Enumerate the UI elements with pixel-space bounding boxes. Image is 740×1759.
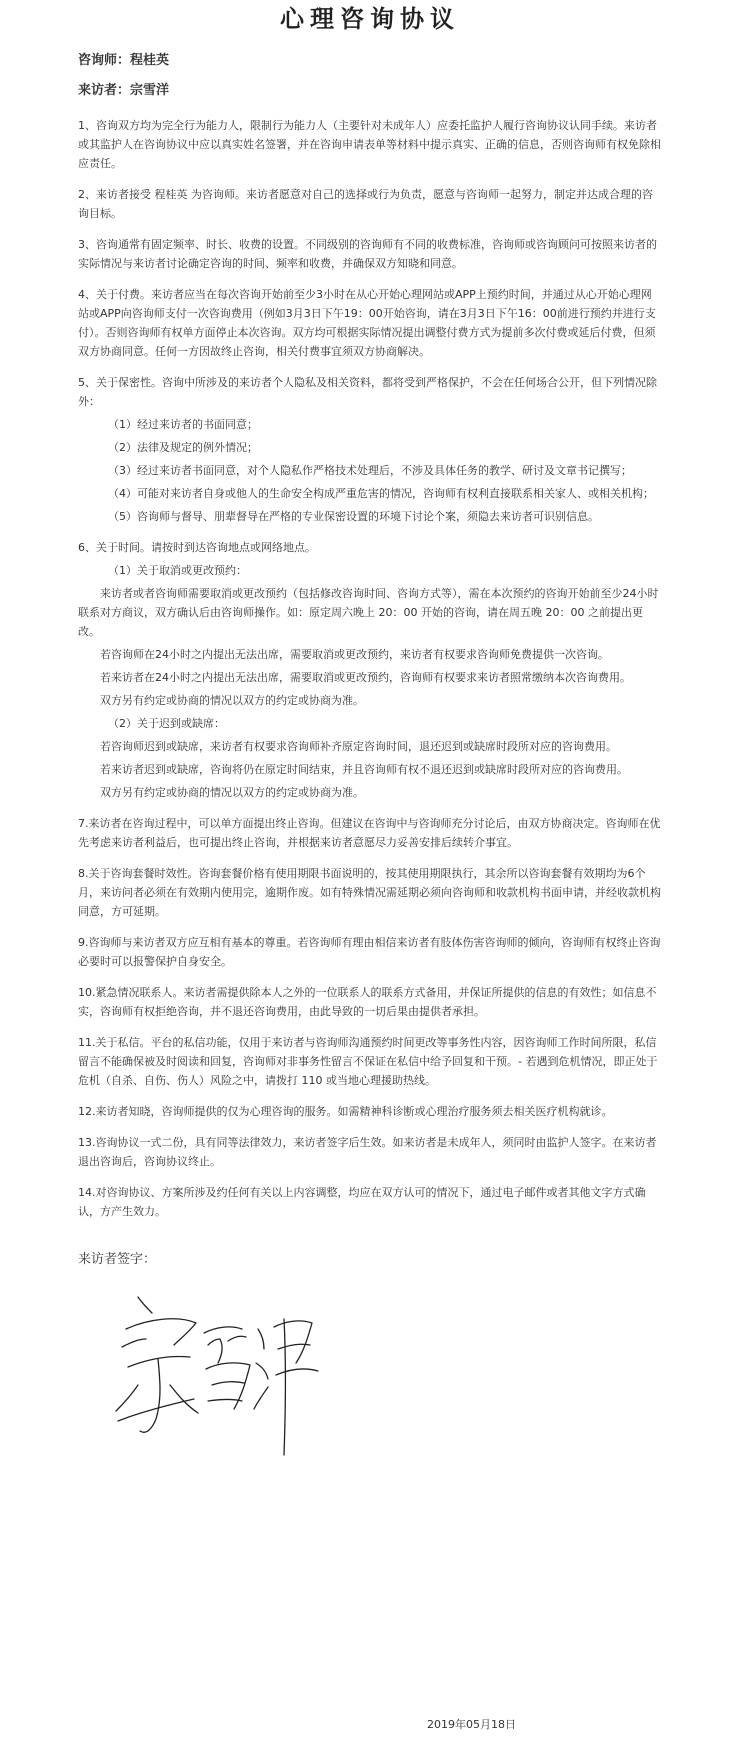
- clause-4: 4、关于付费。来访者应当在每次咨询开始前至少3小时在从心开始心理网站或APP上预约时间，并通过从心开始心理网站或APP向咨询师支付一次咨询费用（例如3月3日下午19：00开始咨询，请在3月3日下午16：00前进行预约并进行支付）。否则咨询师有权单方面停止本次咨询。双方均可根据实际情况提出调整付费方式为提前多次付费或延后付费，但须双方协商同意。任何一方因故终止咨询，相关付费事宜须双方协商解决。: [78, 288, 656, 358]
- clause-6-paragraph: 若来访者迟到或缺席，咨询将仍在原定时间结束，并且咨询师有权不退还迟到或缺席时段所对应的咨询费用。: [100, 763, 628, 776]
- clause-6-paragraph: 来访者或者咨询师需要取消或更改预约（包括修改咨询时间、咨询方式等），需在本次预约的咨询开始前至少24小时联系对方商议，双方确认后由咨询师操作。如：原定周六晚上 20：00 开始的咨询，请在周五晚 20：00 之前提出更改。: [78, 587, 659, 638]
- clause-12: 12.来访者知晓，咨询师提供的仅为心理咨询的服务。如需精神科诊断或心理治疗服务须去相关医疗机构就诊。: [78, 1105, 613, 1118]
- signature-label: 来访者签字：: [78, 1252, 157, 1267]
- clause-9: 9.咨询师与来访者双方应互相有基本的尊重。若咨询师有理由相信来访者有肢体伤害咨询师的倾向，咨询师有权终止咨询必要时可以报警保护自身安全。: [78, 936, 661, 968]
- clause-5-item: （3）经过来访者书面同意，对个人隐私作严格技术处理后，不涉及具体任务的教学、研讨及文章书记撰写；: [108, 464, 632, 477]
- clause-6-heading-1: （1）关于取消或更改预约：: [108, 564, 247, 577]
- clause-5-item: （5）咨询师与督导、朋辈督导在严格的专业保密设置的环境下讨论个案，须隐去来访者可识别信息。: [108, 510, 599, 523]
- counselor-name: 咨询师：程桂英: [78, 53, 170, 68]
- clause-5-item: （2）法律及规定的例外情况；: [108, 441, 258, 454]
- clause-8: 8.关于咨询套餐时效性。咨询套餐价格有使用期限书面说明的，按其使用期限执行，其余所以咨询套餐有效期均为6个月，来访问者必须在有效期内使用完，逾期作废。如有特殊情况需延期必须向咨询师和收款机构书面申请，并经收款机构同意，方可延期。: [78, 867, 661, 918]
- clause-5-item: （1）经过来访者的书面同意；: [108, 418, 258, 431]
- page-title: 心理咨询协议: [280, 5, 460, 33]
- clause-14: 14.对咨询协议、方案所涉及约任何有关以上内容调整，均应在双方认可的情况下，通过电子邮件或者其他文字方式确认，方产生效力。: [78, 1186, 646, 1218]
- clause-6-heading-2: （2）关于迟到或缺席：: [108, 717, 225, 730]
- signature-area: [78, 1269, 662, 1479]
- clause-6-paragraph: 若咨询师迟到或缺席，来访者有权要求咨询师补齐原定咨询时间，退还迟到或缺席时段所对应的咨询费用。: [100, 740, 617, 753]
- clause-5: 5、关于保密性。咨询中所涉及的来访者个人隐私及相关资料，都将受到严格保护，不会在任何场合公开，但下列情况除外：: [78, 376, 657, 408]
- signature-date: 2019年05月18日: [427, 1718, 516, 1731]
- clause-5-item: （4）可能对来访者自身或他人的生命安全构成严重危害的情况，咨询师有权利直接联系相关家人、或相关机构；: [108, 487, 654, 500]
- clause-6: 6、关于时间。请按时到达咨询地点或网络地点。: [78, 541, 316, 554]
- clause-6-paragraph: 若咨询师在24小时之内提出无法出席，需要取消或更改预约，来访者有权要求咨询师免费提供一次咨询。: [100, 648, 609, 661]
- clause-6-paragraph: 双方另有约定或协商的情况以双方的约定或协商为准。: [100, 694, 364, 707]
- handwritten-signature: [108, 1289, 348, 1459]
- clause-3: 3、咨询通常有固定频率、时长、收费的设置。不同级别的咨询师有不同的收费标准，咨询师或咨询顾问可按照来访者的实际情况与来访者讨论确定咨询的时间、频率和收费，并确保双方知晓和同意。: [78, 238, 657, 270]
- clause-10: 10.紧急情况联系人。来访者需提供除本人之外的一位联系人的联系方式备用，并保证所提供的信息的有效性；如信息不实，咨询师有权拒绝咨询，并不退还咨询费用，由此导致的一切后果由提供者承担。: [78, 986, 657, 1018]
- clause-6-paragraph: 若来访者在24小时之内提出无法出席，需要取消或更改预约，咨询师有权要求来访者照常缴纳本次咨询费用。: [100, 671, 631, 684]
- clause-6-paragraph: 双方另有约定或协商的情况以双方的约定或协商为准。: [100, 786, 364, 799]
- clause-1: 1、咨询双方均为完全行为能力人，限制行为能力人（主要针对未成年人）应委托监护人履行咨询协议认同手续。来访者或其监护人在咨询协议中应以真实姓名签署，并在咨询申请表单等材料中提示真实、正确的信息，否则咨询师有权免除相应责任。: [78, 119, 661, 170]
- clause-7: 7.来访者在咨询过程中，可以单方面提出终止咨询。但建议在咨询中与咨询师充分讨论后，由双方协商决定。咨询师在优先考虑来访者利益后，也可提出终止咨询，并根据来访者意愿尽力妥善安排后续转介事宜。: [78, 817, 661, 849]
- client-name: 来访者：宗雪洋: [78, 83, 170, 98]
- clause-11: 11.关于私信。平台的私信功能，仅用于来访者与咨询师沟通预约时间更改等事务性内容，因咨询师工作时间所限，私信留言不能确保被及时阅读和回复，咨询师对非事务性留言不保证在私信中给予回复和干预。- 若遇到危机情况，即正处于危机（自杀、自伤、伤人）风险之中，请拨打 110 或当地心理援助热线。: [78, 1036, 658, 1087]
- clause-13: 13.咨询协议一式二份，具有同等法律效力，来访者签字后生效。如来访者是未成年人，须同时由监护人签字。在来访者退出咨询后，咨询协议终止。: [78, 1136, 657, 1168]
- clause-2: 2、来访者接受 程桂英 为咨询师。来访者愿意对自己的选择或行为负责，愿意与咨询师一起努力，制定并达成合理的咨询目标。: [78, 188, 653, 220]
